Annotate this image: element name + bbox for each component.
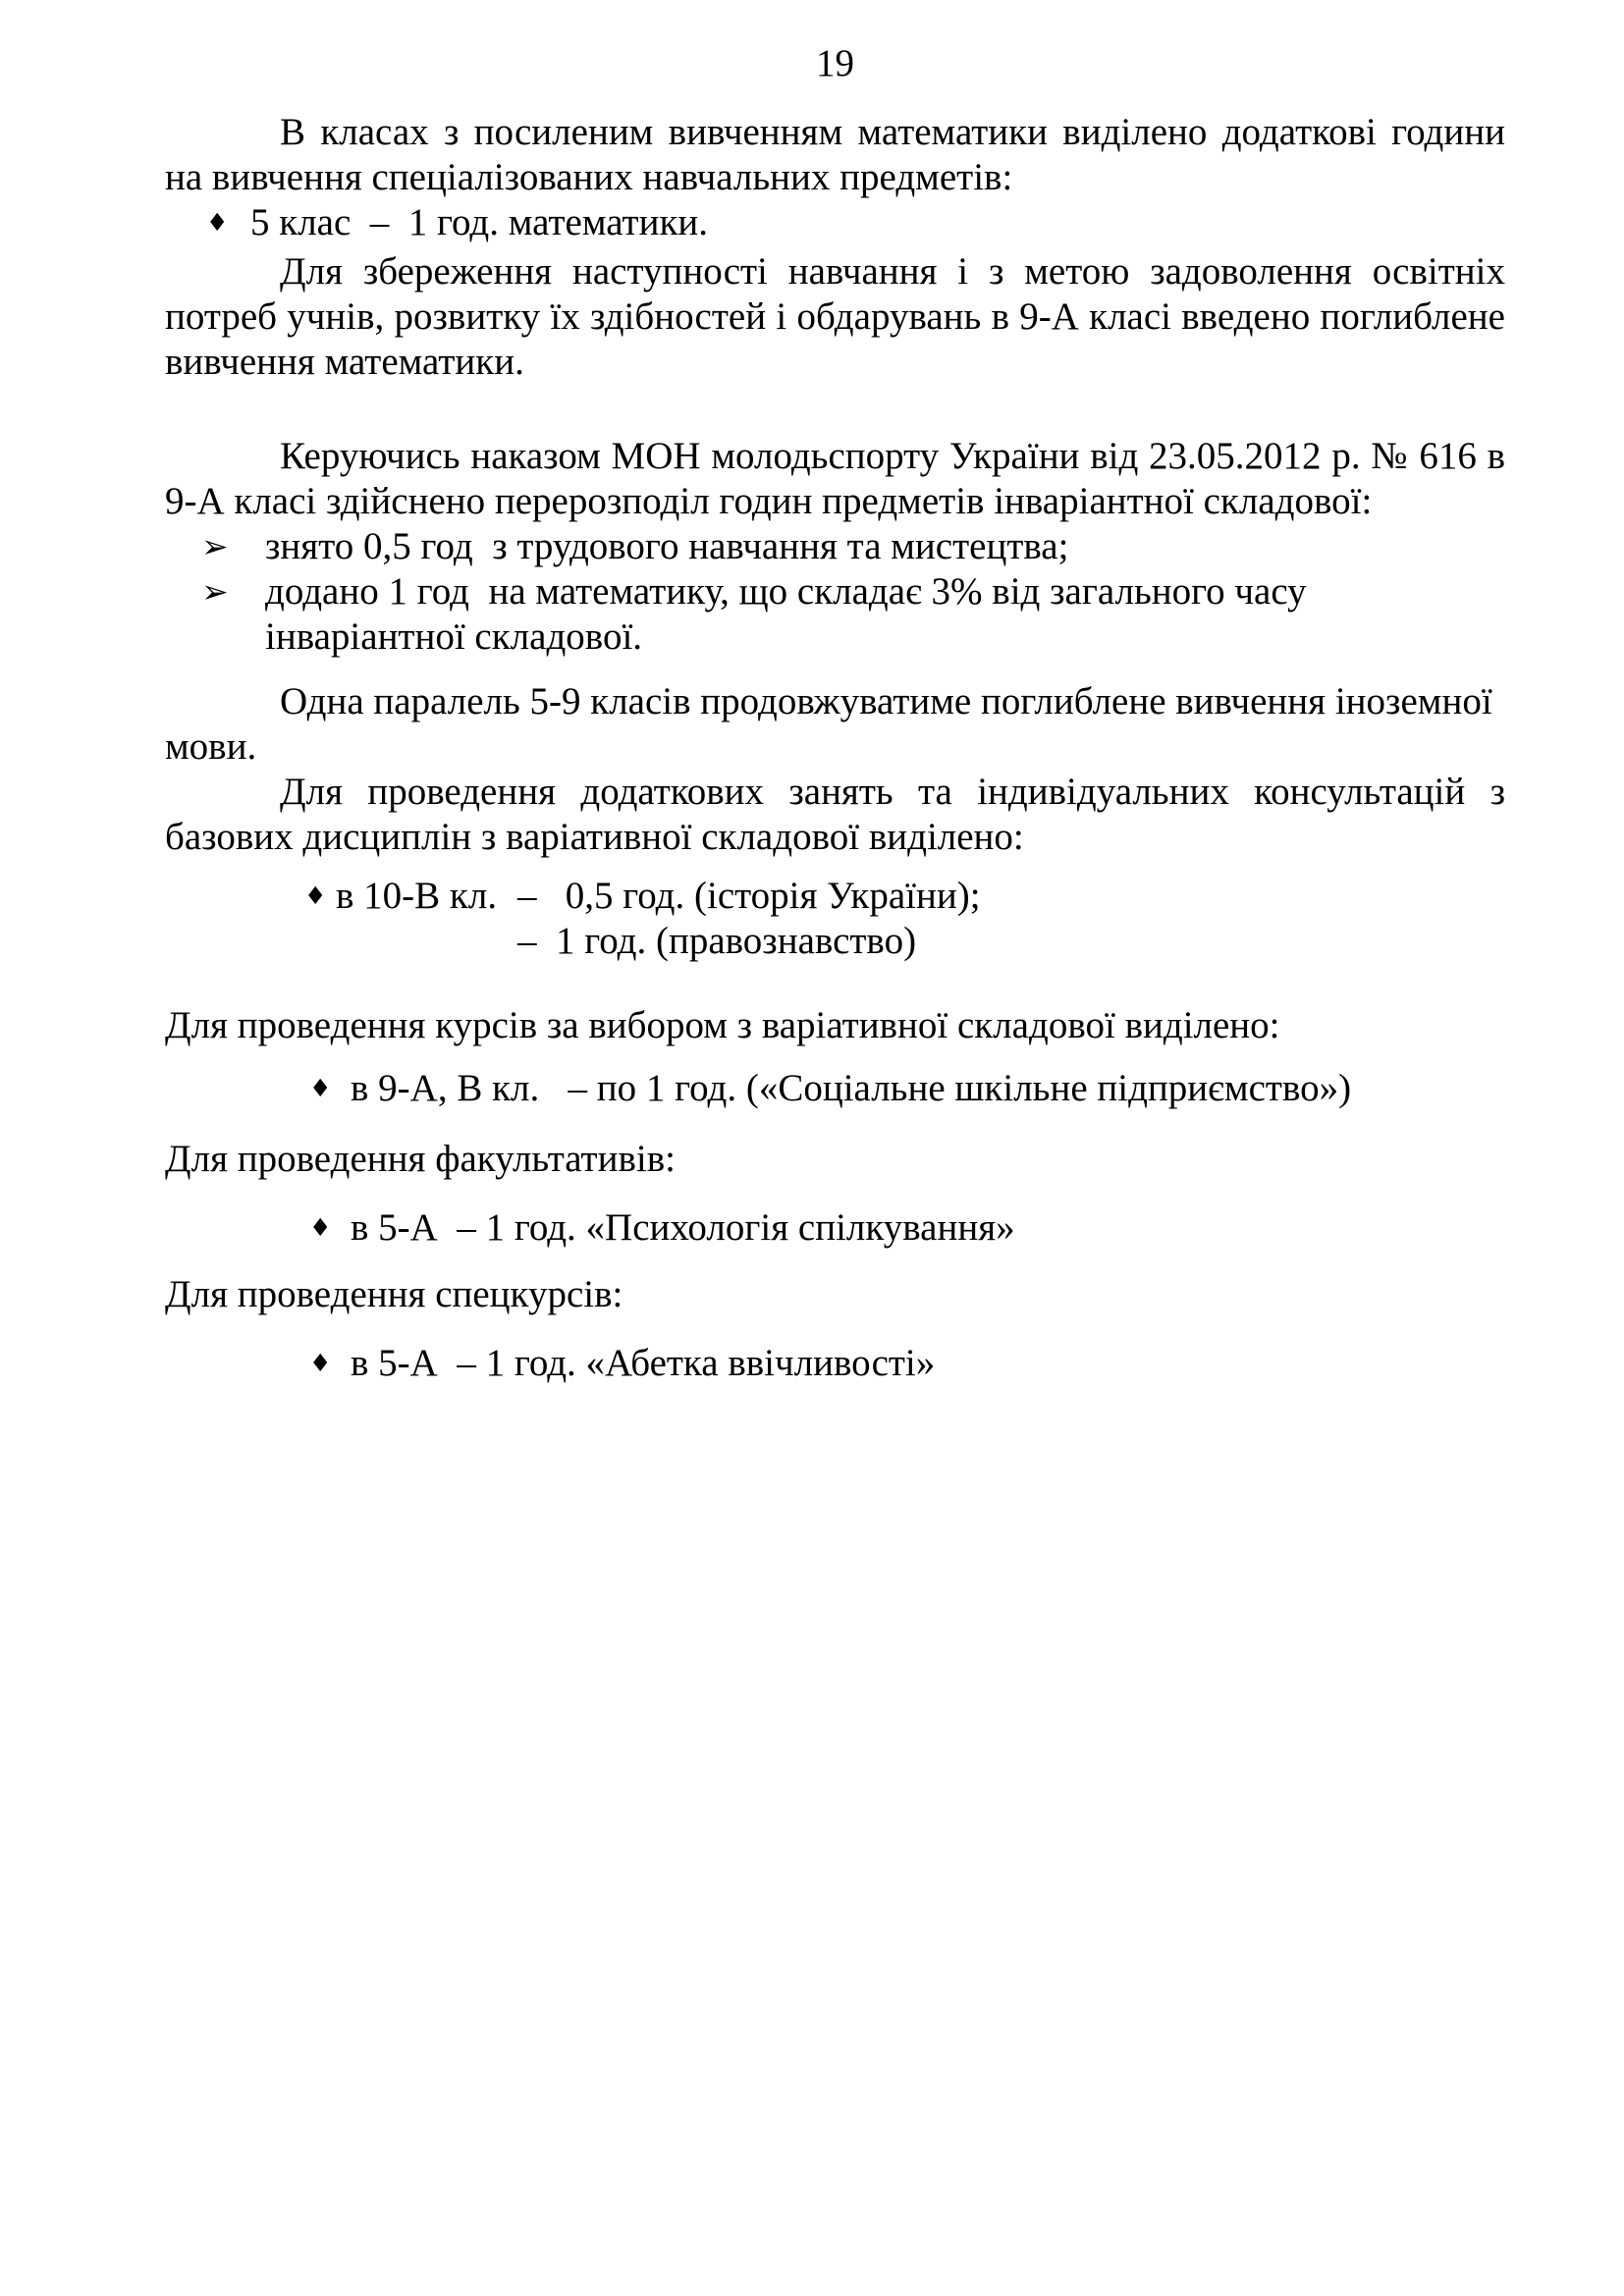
arrow-bullet-icon: ➢ [201,572,229,611]
list-item-text: додано 1 год на математику, що складає 3% від загального часу інваріантної складової. [265,570,1317,658]
list-item-text: в 5-А – 1 год. «Психологія спілкування» [351,1206,1015,1249]
list-item-removed-hours [201,524,1505,569]
diamond-bullet-icon: ♦ [206,208,229,237]
consultation-hours-line: – 1 год. (правознавство) [517,920,917,962]
list-item-consultations-10v [304,874,1505,964]
class-label: в 10-В кл. [336,875,498,917]
paragraph-intro: В класах з посиленим вивченням математики виділено додаткові години на вивчення спеціалізованих навчальних предметів: [165,111,1505,198]
paragraph-consultations: Для проведення додаткових занять та індивідуальних консультацій з базових дисциплін з варіативної складової виділено: [165,771,1505,858]
diamond-bullet-icon: ♦ [309,1074,332,1102]
consultation-hours-line: – 0,5 год. (історія України); [517,875,981,917]
paragraph-parallel: Одна паралель 5-9 класів продовжуватиме поглиблене вивчення іноземної мови. [165,680,1492,768]
diamond-bullet-icon: ♦ [309,1213,332,1242]
paragraph-decree: Керуючись наказом МОН молодьспорту України від 23.05.2012 р. № 616 в 9-А класі здійснено перерозподіл годин предметів інваріантної складової: [165,435,1505,522]
diamond-bullet-icon: ♦ [304,881,327,910]
heading-facultatives: Для проведення факультативів: [165,1138,676,1180]
list-item-math-grade5 [206,200,1505,245]
list-item-electives-9av [309,1066,1505,1111]
heading-electives: Для проведення курсів за вибором з варіативної складової виділено: [165,1004,1280,1046]
list-item-special-course-5a [309,1341,1505,1386]
page-number: 19 [816,42,854,84]
list-item-text: в 5-А – 1 год. «Абетка ввічливості» [351,1342,936,1384]
list-item-facultative-5a [309,1205,1505,1251]
list-item-text: знято 0,5 год з трудового навчання та мистецтва; [265,525,1069,567]
paragraph-continuity: Для збереження наступності навчання і з метою задоволення освітніх потреб учнів, розвитку їх здібностей і обдарувань в 9-А класі введено поглиблене вивчення математики. [165,250,1505,383]
list-item-added-hours [201,569,1505,660]
heading-special-courses: Для проведення спецкурсів: [165,1273,623,1315]
list-item-text: в 9-А, В кл. – по 1 год. («Соціальне шкільне підприємство») [351,1067,1352,1109]
arrow-bullet-icon: ➢ [201,527,229,565]
consultation-hours [517,874,981,964]
diamond-bullet-icon: ♦ [309,1349,332,1377]
list-item-text: 5 клас – 1 год. математики. [250,201,709,243]
